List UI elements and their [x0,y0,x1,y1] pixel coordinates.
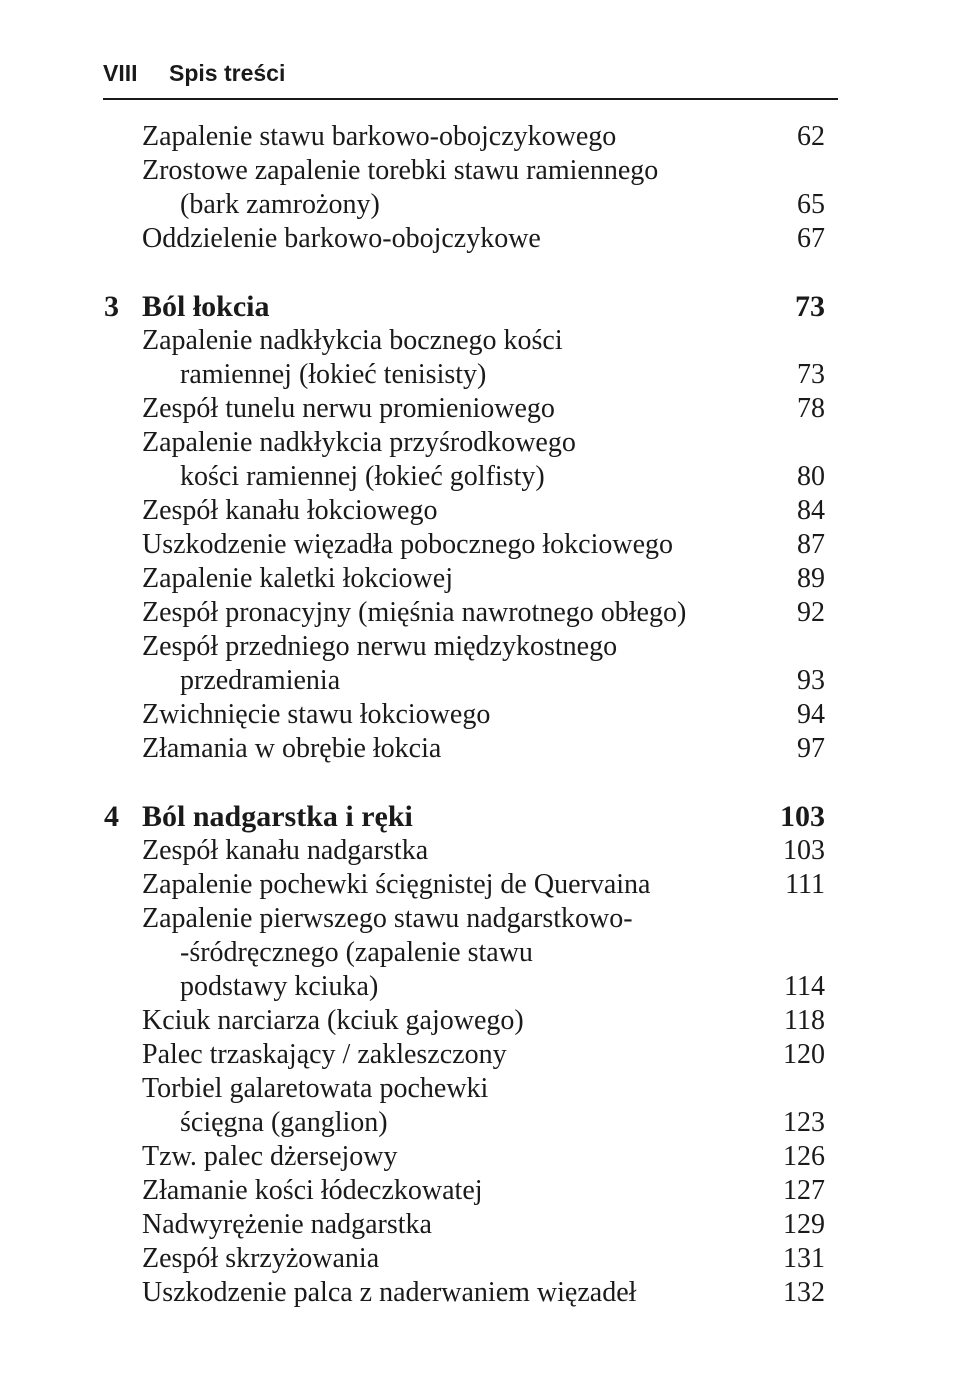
toc-page-number: 103 [783,835,825,866]
toc-entry-title: Złamania w obrębie łokcia [142,733,442,764]
toc-entry-title: Zapalenie pierwszego stawu nadgarstkowo- [142,903,633,934]
toc-entry-title: Zwichnięcie stawu łokciowego [142,699,491,730]
toc-entry [0,494,960,528]
toc-entry [0,324,960,358]
toc-entry [0,222,960,256]
toc-entry-title: Palec trzaskający / zakleszczony [142,1039,507,1070]
toc-entry-title: Uszkodzenie więzadła pobocznego łokciowego [142,529,674,560]
toc-entry [0,120,960,154]
page-header [103,58,838,100]
toc-entry-title: Tzw. palec dżersejowy [142,1141,398,1172]
toc-entry-title: Kciuk narciarza (kciuk gajowego) [142,1005,524,1036]
chapter-number: 3 [104,290,119,323]
toc-chapter [0,290,960,324]
toc-page-number: 114 [784,971,825,1002]
toc-entry-title: Zespół kanału łokciowego [142,495,438,526]
toc-entry-title: Ból łokcia [142,290,270,323]
toc-entry [0,358,960,392]
toc-page-number: 111 [785,869,825,900]
toc-entry-title: Oddzielenie barkowo-obojczykowe [142,223,541,254]
toc-page-number: 132 [783,1277,825,1308]
toc-page-number: 94 [797,699,825,730]
toc-entry-title: Zapalenie stawu barkowo-obojczykowego [142,121,617,152]
toc-page-number: 126 [783,1141,825,1172]
toc-page-number: 87 [797,529,825,560]
toc-entry [0,698,960,732]
toc-page-number: 65 [797,189,825,220]
toc-entry-title: przedramienia [180,665,341,696]
toc-entry [0,1004,960,1038]
toc-entry-title: (bark zamrożony) [180,189,380,220]
toc-entry [0,1106,960,1140]
toc-page-number: 84 [797,495,825,526]
toc-entry-title: kości ramiennej (łokieć golfisty) [180,461,545,492]
toc-entry [0,834,960,868]
toc-page-number: 80 [797,461,825,492]
toc-entry [0,630,960,664]
toc-entry-title: Zespół przedniego nerwu międzykostnego [142,631,618,662]
toc-entry-title: Zespół kanału nadgarstka [142,835,429,866]
toc-entry [0,528,960,562]
toc-page-number: 120 [783,1039,825,1070]
toc-entry [0,732,960,766]
toc-page-number: 103 [780,800,825,833]
toc-page-number: 93 [797,665,825,696]
toc-page-number: 118 [784,1005,825,1036]
toc-entry [0,1208,960,1242]
toc-page-number: 127 [783,1175,825,1206]
toc-page-number: 92 [797,597,825,628]
toc-entry [0,392,960,426]
table-of-contents [0,120,960,1310]
toc-entry-title: Zapalenie kaletki łokciowej [142,563,453,594]
toc-entry [0,1174,960,1208]
toc-entry-title: Zespół tunelu nerwu promieniowego [142,393,555,424]
toc-entry-title: Zapalenie nadkłykcia przyśrodkowego [142,427,576,458]
toc-page-number: 73 [797,359,825,390]
toc-entry [0,1242,960,1276]
toc-entry [0,1038,960,1072]
toc-entry [0,1140,960,1174]
toc-entry-title: Nadwyrężenie nadgarstka [142,1209,432,1240]
toc-entry [0,596,960,630]
toc-entry-title: Uszkodzenie palca z naderwaniem więzadeł [142,1277,637,1308]
section-gap [0,766,960,800]
toc-page-number: 67 [797,223,825,254]
toc-entry [0,868,960,902]
toc-entry-title: Ból nadgarstka i ręki [142,800,413,833]
toc-entry [0,154,960,188]
toc-entry-title: Torbiel galaretowata pochewki [142,1073,489,1104]
toc-entry [0,1276,960,1310]
toc-page-number: 78 [797,393,825,424]
toc-chapter [0,800,960,834]
toc-entry [0,426,960,460]
section-gap [0,256,960,290]
toc-entry [0,188,960,222]
toc-page-number: 89 [797,563,825,594]
running-title: Spis treści [169,60,286,86]
page-number: VIII [103,60,138,86]
toc-page-number: 73 [795,290,825,323]
toc-entry [0,902,960,936]
toc-page-number: 97 [797,733,825,764]
toc-entry-title: Zespół pronacyjny (mięśnia nawrotnego obłego) [142,597,687,628]
toc-entry-title: Zrostowe zapalenie torebki stawu ramiennego [142,155,659,186]
toc-entry-title: Złamanie kości łódeczkowatej [142,1175,483,1206]
toc-entry [0,664,960,698]
toc-page-number: 123 [783,1107,825,1138]
toc-entry [0,1072,960,1106]
toc-entry-title: podstawy kciuka) [180,971,379,1002]
toc-page-number: 131 [783,1243,825,1274]
toc-entry-title: ścięgna (ganglion) [180,1107,388,1138]
toc-entry-title: Zespół skrzyżowania [142,1243,380,1274]
toc-entry [0,936,960,970]
toc-entry [0,562,960,596]
toc-page-number: 129 [783,1209,825,1240]
toc-entry [0,970,960,1004]
toc-entry-title: Zapalenie nadkłykcia bocznego kości [142,325,563,356]
toc-entry-title: -śródręcznego (zapalenie stawu [180,937,533,968]
toc-page-number: 62 [797,121,825,152]
toc-entry-title: ramiennej (łokieć tenisisty) [180,359,487,390]
chapter-number: 4 [104,800,119,833]
toc-entry [0,460,960,494]
toc-entry-title: Zapalenie pochewki ścięgnistej de Quervaina [142,869,651,900]
